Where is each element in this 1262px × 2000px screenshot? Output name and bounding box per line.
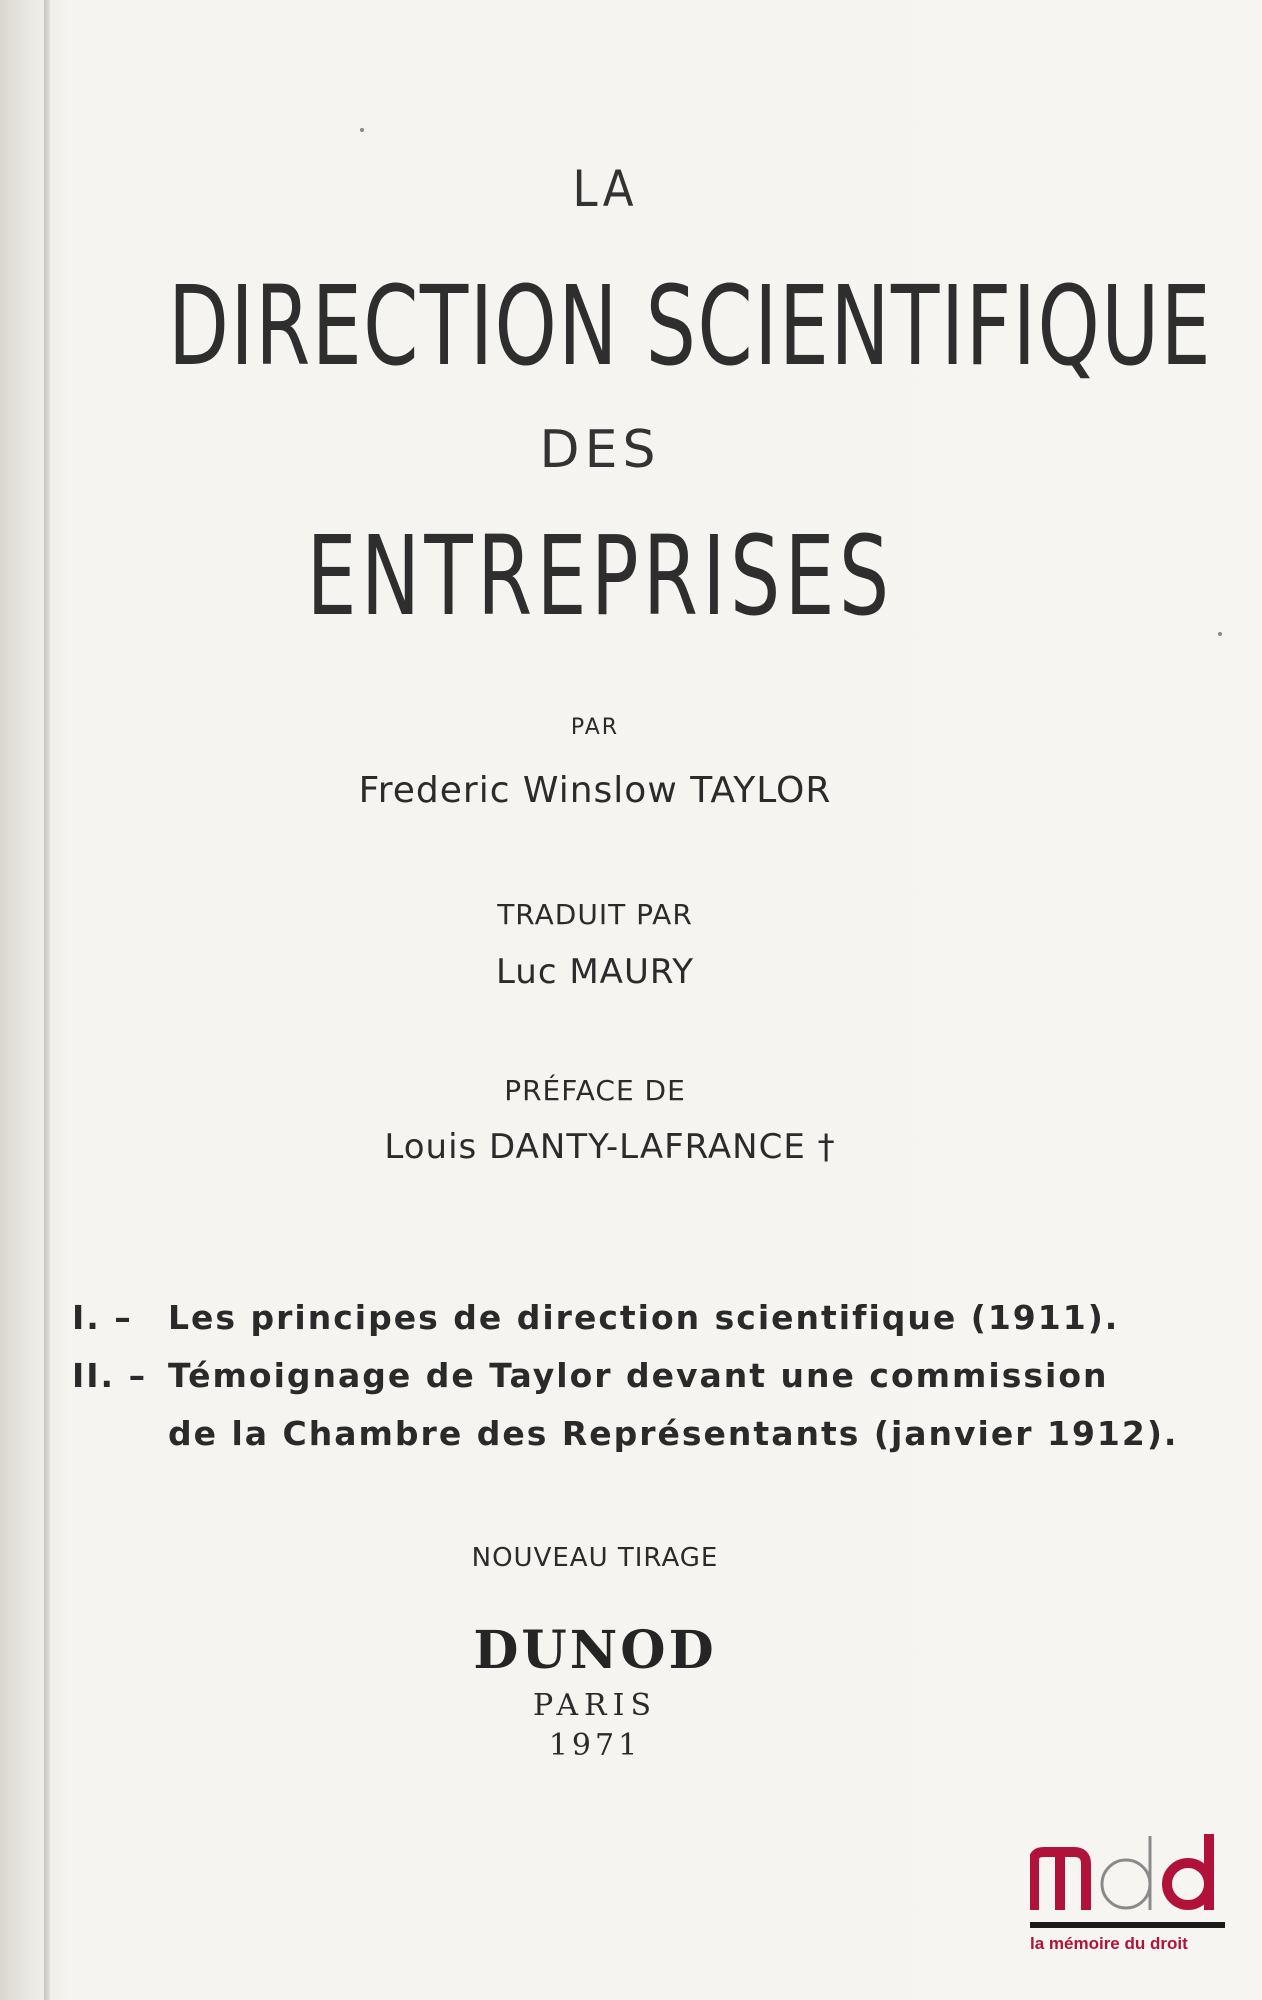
contents-list xyxy=(72,1298,1179,1472)
translator-prefix: TRADUIT PAR xyxy=(497,898,693,931)
paper-speck xyxy=(360,128,364,132)
author-name: Frederic Winslow TAYLOR xyxy=(358,770,832,811)
title-line-entreprises: ENTREPRISES xyxy=(306,512,894,640)
paper-speck xyxy=(1218,632,1222,636)
contents-item-continuation xyxy=(72,1414,1179,1472)
logo-divider xyxy=(1030,1922,1225,1928)
contents-item-number: I. – xyxy=(72,1298,133,1337)
logo-tagline: la mémoire du droit xyxy=(1030,1934,1188,1953)
contents-item xyxy=(72,1298,1152,1356)
publisher-city: PARIS xyxy=(532,1688,658,1723)
edition-note: NOUVEAU TIRAGE xyxy=(471,1543,719,1573)
title-line-direction-scientifique: DIRECTION SCIENTIFIQUE xyxy=(167,262,1213,390)
preface-author-name: Louis DANTY-LAFRANCE † xyxy=(384,1127,836,1167)
contents-item-number: II. – xyxy=(72,1356,148,1395)
preface-prefix: PRÉFACE DE xyxy=(504,1074,686,1107)
translator-name: Luc MAURY xyxy=(495,952,695,992)
contents-item xyxy=(72,1356,1152,1414)
mdd-watermark-logo xyxy=(1030,1830,1230,1980)
title-line-des: DES xyxy=(539,420,661,480)
contents-item-text: de la Chambre des Représentants (janvier 1912). xyxy=(168,1414,1179,1453)
publication-year: 1971 xyxy=(548,1728,642,1763)
author-prefix: PAR xyxy=(570,715,620,740)
title-line-la: LA xyxy=(572,160,638,218)
contents-item-text: Les principes de direction scientifique (1911). xyxy=(168,1298,1120,1337)
publisher-name: DUNOD xyxy=(473,1620,717,1681)
contents-item-text: Témoignage de Taylor devant une commission xyxy=(168,1356,1109,1395)
mdd-logo-mark xyxy=(1030,1830,1230,1915)
